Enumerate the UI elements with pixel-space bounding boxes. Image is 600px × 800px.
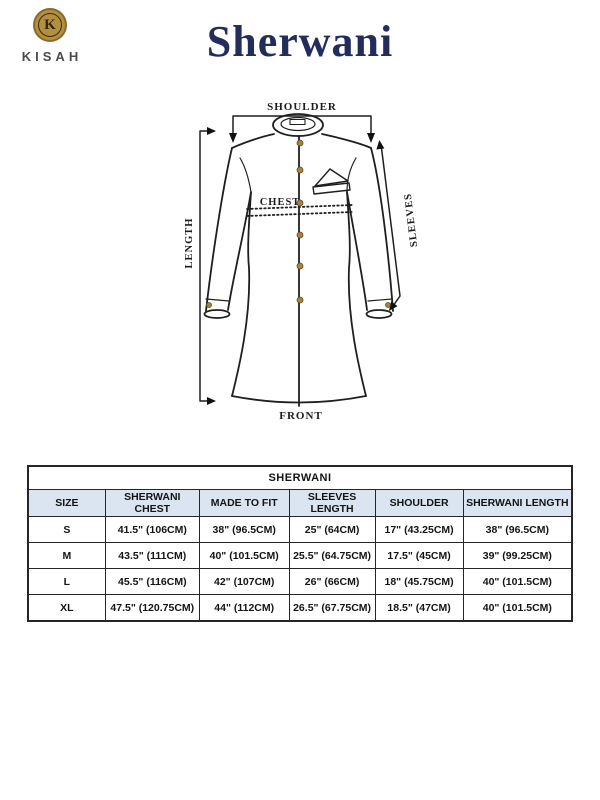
- front-button: [297, 297, 303, 303]
- table-row: [28, 543, 572, 569]
- cuff-left: [205, 310, 230, 318]
- front-button: [297, 263, 303, 269]
- column-header-row: [28, 490, 572, 517]
- table-cell: 26" (66CM): [289, 569, 375, 595]
- size-chart-body: [28, 517, 572, 622]
- garment-side-left: [232, 192, 251, 396]
- table-cell: 47.5" (120.75CM): [105, 595, 199, 622]
- table-cell: 42" (107CM): [199, 569, 289, 595]
- table-cell: 25.5" (64.75CM): [289, 543, 375, 569]
- table-row: [28, 517, 572, 543]
- table-cell: XL: [28, 595, 105, 622]
- table-cell: 17.5" (45CM): [375, 543, 463, 569]
- table-cell: 41.5" (106CM): [105, 517, 199, 543]
- chart-title-row: [28, 466, 572, 490]
- table-cell: 45.5" (116CM): [105, 569, 199, 595]
- table-cell: 25" (64CM): [289, 517, 375, 543]
- shoulder-label: SHOULDER: [267, 101, 337, 113]
- table-cell: 43.5" (111CM): [105, 543, 199, 569]
- length-label: LENGTH: [184, 217, 195, 269]
- chest-label: CHEST: [259, 197, 301, 208]
- collar-label: [290, 120, 305, 125]
- armhole-right-seam: [347, 158, 356, 192]
- front-button: [297, 232, 303, 238]
- length-arrow-bottom-icon: [207, 397, 216, 405]
- sherwani-diagram: [150, 88, 450, 442]
- chart-title-cell: SHERWANI: [28, 466, 572, 490]
- sleeves-label: SLEEVES: [402, 192, 421, 248]
- table-row: [28, 595, 572, 622]
- shoulder-arrow-right-icon: [367, 133, 375, 143]
- sleeves-arrow-top-icon: [376, 140, 384, 150]
- table-cell: 44" (112CM): [199, 595, 289, 622]
- cuff-right-seam: [368, 299, 392, 301]
- table-cell: 18" (45.75CM): [375, 569, 463, 595]
- table-cell: 26.5" (67.75CM): [289, 595, 375, 622]
- cuff-right: [367, 310, 392, 318]
- column-header: MADE TO FIT: [199, 490, 289, 517]
- column-header: SIZE: [28, 490, 105, 517]
- brand-name: KISAH: [21, 49, 83, 64]
- armhole-left-seam: [240, 158, 251, 192]
- table-cell: 17" (43.25CM): [375, 517, 463, 543]
- garment-sleeve-right-outer: [371, 148, 393, 311]
- pocket-welt: [313, 183, 350, 194]
- column-header: SHERWANI CHEST: [105, 490, 199, 517]
- front-button: [297, 140, 303, 146]
- table-cell: 40" (101.5CM): [463, 569, 572, 595]
- front-label: FRONT: [279, 410, 323, 422]
- table-cell: 38" (96.5CM): [463, 517, 572, 543]
- table-row: [28, 569, 572, 595]
- table-cell: 18.5" (47CM): [375, 595, 463, 622]
- column-header: SHERWANI LENGTH: [463, 490, 572, 517]
- column-header: SHOULDER: [375, 490, 463, 517]
- garment-sleeve-left-outer: [206, 148, 232, 311]
- table-cell: 40" (101.5CM): [463, 595, 572, 622]
- garment-shoulder-left: [232, 134, 274, 148]
- shoulder-arrow-left-icon: [229, 133, 237, 143]
- table-cell: 39" (99.25CM): [463, 543, 572, 569]
- length-arrow-top-icon: [207, 127, 216, 135]
- length-measure-line: [200, 131, 208, 401]
- table-cell: L: [28, 569, 105, 595]
- table-cell: 40" (101.5CM): [199, 543, 289, 569]
- column-header: SLEEVES LENGTH: [289, 490, 375, 517]
- table-cell: 38" (96.5CM): [199, 517, 289, 543]
- monogram-letter: K: [44, 16, 56, 33]
- table-cell: S: [28, 517, 105, 543]
- cuff-button-left: [207, 303, 212, 308]
- table-cell: M: [28, 543, 105, 569]
- cuff-left-seam: [206, 299, 229, 301]
- garment-shoulder-right: [322, 134, 371, 148]
- front-button: [297, 167, 303, 173]
- page-title: Sherwani: [206, 17, 394, 66]
- size-chart-table: [27, 465, 573, 622]
- cuff-button-right: [386, 303, 391, 308]
- garment-side-right: [347, 192, 366, 396]
